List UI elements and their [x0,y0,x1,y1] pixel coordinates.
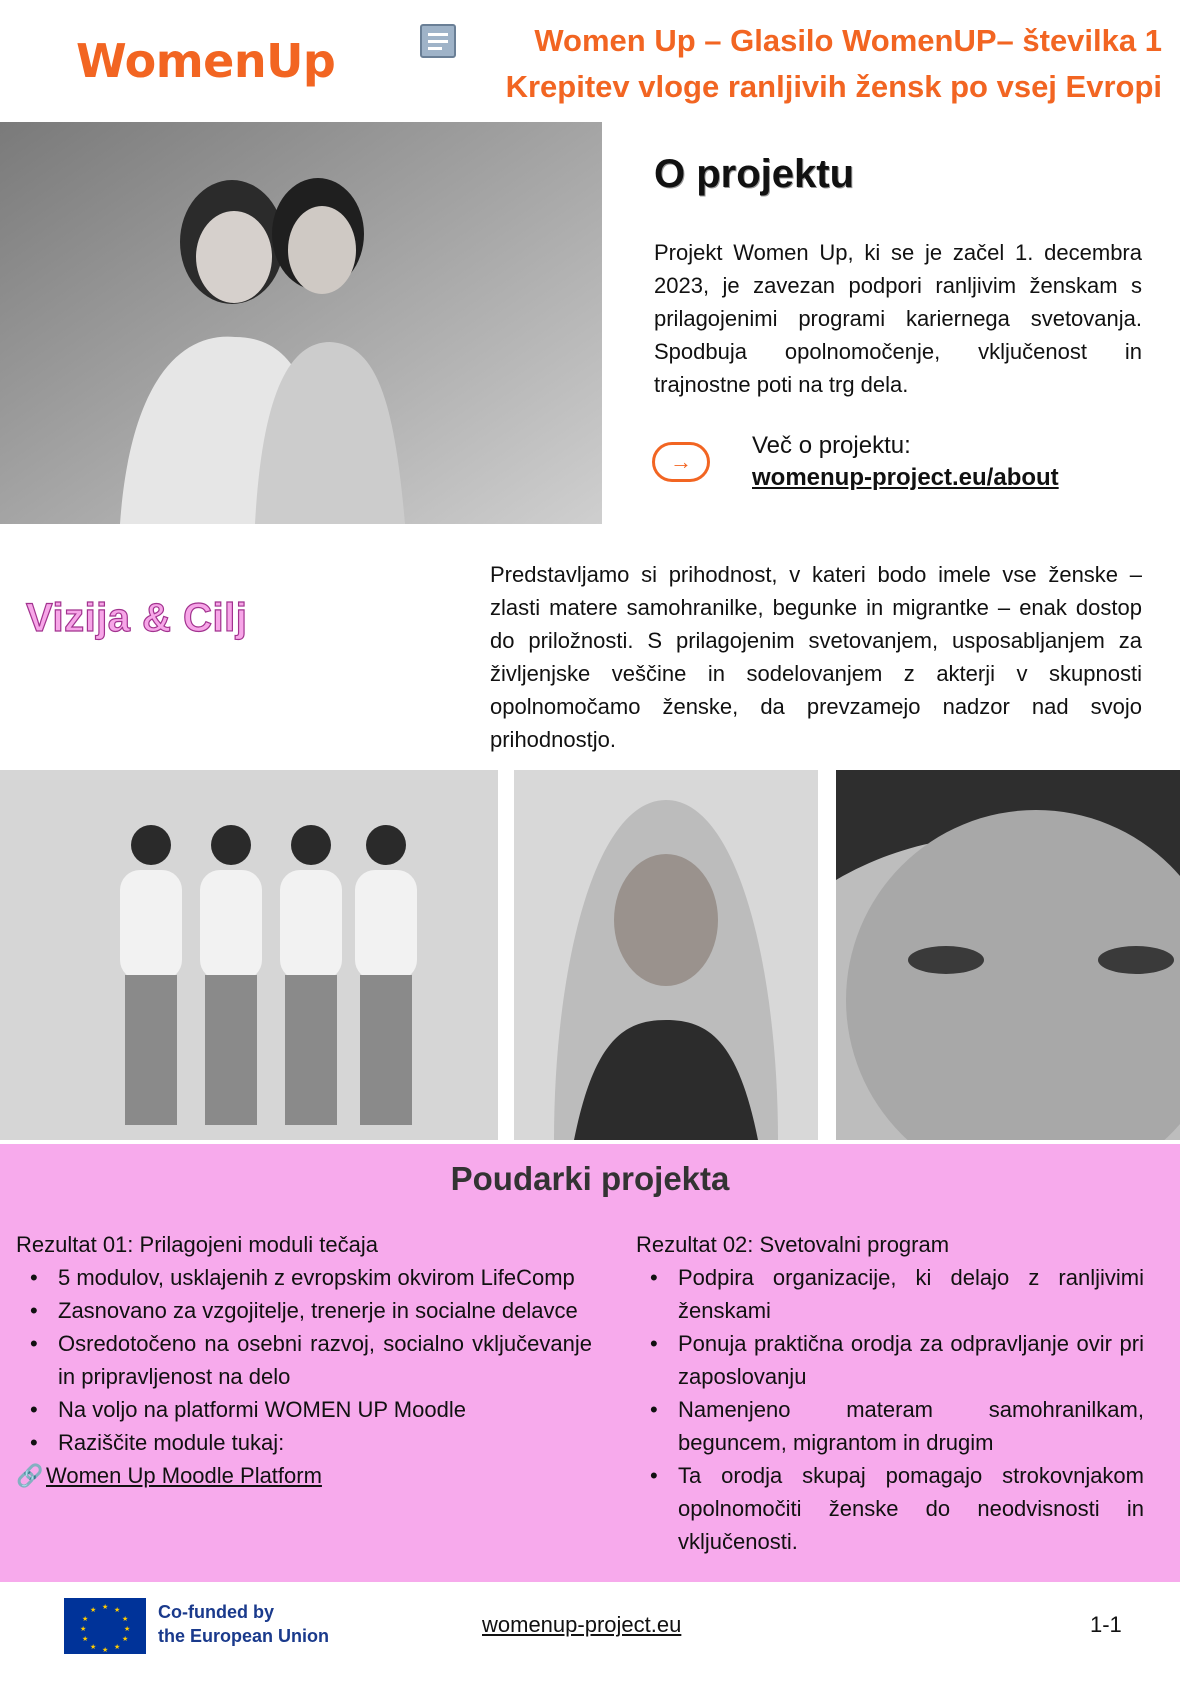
about-heading: O projektu [654,152,855,196]
eu-cofunded-label [158,1600,329,1648]
newsletter-title: Women Up – Glasilo WomenUP– številka 1 [534,23,1162,58]
moodle-platform-link[interactable]: Women Up Moodle Platform [46,1463,322,1488]
photo-two-women [0,122,602,524]
highlights-heading: Poudarki projekta [450,1160,730,1197]
list-item: • 5 modulov, usklajenih z evropskim okvirom LifeComp [16,1261,592,1294]
result-02-heading: Rezultat 02: Svetovalni program [636,1232,950,1257]
about-text: Projekt Women Up, ki se je začel 1. decembra 2023, je zavezan podpori ranljivim ženskam s prilagojenimi programi kariernega svetovanja. Spodbuja opolnomočenje, vključenost in trajnostne poti na trg dela. [654,240,1142,397]
list-item: • Podpira organizacije, ki delajo z ranljivimi ženskami [636,1261,1144,1327]
link-icon: 🔗 [16,1463,44,1488]
newsletter-subtitle: Krepitev vloge ranljivih žensk po vsej Evropi [505,69,1162,104]
list-item: • Raziščite module tukaj: [16,1426,592,1459]
footer-website-link[interactable]: womenup-project.eu [482,1612,682,1637]
photo-woman-hijab [514,770,818,1140]
photo-four-women [0,770,498,1140]
vision-heading: Vizija & Cilj [26,596,248,640]
list-item: • Osredotočeno na osebni razvoj, socialno vključevanje in pripravljenost na delo [16,1327,592,1393]
more-about-label: Več o projektu: [752,432,911,459]
list-item: • Zasnovano za vzgojitelje, trenerje in socialne delavce [16,1294,592,1327]
eu-flag-icon: ★ ★ ★ ★ ★ ★ ★ ★ ★ ★ ★ ★ [64,1598,146,1654]
result-02-column [636,1228,1144,1558]
result-01-column [16,1228,592,1492]
list-item: • Namenjeno materam samohranilkam, beguncem, migrantom in drugim [636,1393,1144,1459]
photo-woman-closeup [836,770,1180,1140]
arrow-right-icon[interactable]: → [652,442,710,482]
eu-line-1: Co-funded by [158,1602,274,1622]
list-item: • Na voljo na platformi WOMEN UP Moodle [16,1393,592,1426]
womenup-logo: WomenUp [76,34,336,88]
page-number: 1-1 [1090,1612,1122,1637]
vision-text: Predstavljamo si prihodnost, v kateri bodo imele vse ženske – zlasti matere samohranilke, begunke in migrantke – enak dostop do priložnosti. S prilagojenim svetovanjem, usposabljanjem za življenjske veščine in sodelovanjem z akterji v skupnosti opolnomočamo ženske, da prevzamejo nadzor nad svojo prihodnostjo. [490,562,1142,752]
about-link[interactable]: womenup-project.eu/about [752,464,1059,491]
result-01-heading: Rezultat 01: Prilagojeni moduli tečaja [16,1232,378,1257]
eu-line-2: the European Union [158,1626,329,1646]
list-item: • Ponuja praktična orodja za odpravljanje ovir pri zaposlovanju [636,1327,1144,1393]
list-item: • Ta orodja skupaj pomagajo strokovnjakom opolnomočiti ženske do neodvisnosti in vključenosti. [636,1459,1144,1558]
